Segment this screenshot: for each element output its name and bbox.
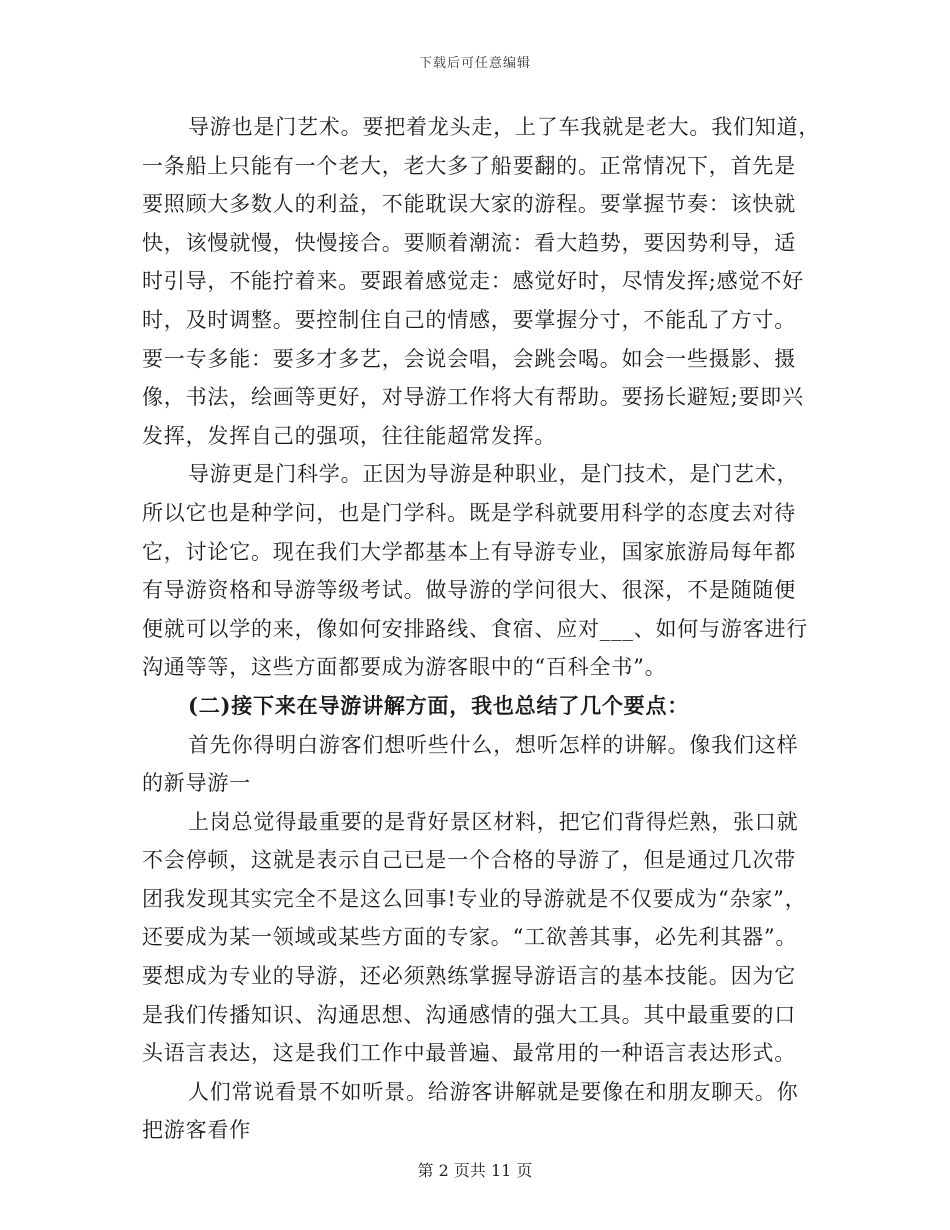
text-line: 所以它也是种学问，也是门学科。既是学科就要用科学的态度去对待	[142, 500, 796, 525]
text-line: 头语言表达，这是我们工作中最普遍、最常用的一种语言表达形式。	[142, 1041, 796, 1066]
text-line: 便就可以学的来，像如何安排路线、食宿、应对___、如何与游客进行	[142, 616, 809, 641]
text-line: 一条船上只能有一个老大，老大多了船要翻的。正常情况下，首先是	[142, 153, 796, 178]
text-line: 首先你得明白游客们想听些什么，想听怎样的讲解。像我们这样	[188, 732, 799, 757]
page-header: 下载后可任意编辑	[418, 56, 531, 71]
text-line: 时引导，不能拧着来。要跟着感觉走：感觉好时，尽情发挥;感觉不好	[142, 269, 804, 294]
section-heading: (二)接下来在导游讲解方面，我也总结了几个要点：	[188, 692, 690, 718]
text-line: 发挥，发挥自己的强项，往往能超常发挥。	[142, 423, 557, 448]
text-line: 时，及时调整。要控制住自己的情感，要掌握分寸，不能乱了方寸。	[142, 307, 796, 332]
text-line: 把游客看作	[142, 1118, 251, 1143]
text-line: 团我发现其实完全不是这么回事!专业的导游就是不仅要成为“杂家”，	[142, 886, 807, 911]
text-line: 要想成为专业的导游，还必须熟练掌握导游语言的基本技能。因为它	[142, 964, 796, 989]
document-body	[142, 108, 821, 1150]
text-line: 快，该慢就慢，快慢接合。要顺着潮流：看大趋势，要因势利导，适	[142, 230, 796, 255]
text-line: 有导游资格和导游等级考试。做导游的学问很大、很深，不是随随便	[142, 578, 796, 603]
text-line: 要照顾大多数人的利益，不能耽误大家的游程。要掌握节奏：该快就	[142, 192, 796, 217]
text-line: 上岗总觉得最重要的是背好景区材料，把它们背得烂熟，张口就	[188, 809, 799, 834]
text-line: 要一专多能：要多才多艺，会说会唱，会跳会喝。如会一些摄影、摄	[142, 346, 796, 371]
text-line: 还要成为某一领域或某些方面的专家。“工欲善其事，必先利其器”。	[142, 925, 798, 950]
text-line: 是我们传播知识、沟通思想、沟通感情的强大工具。其中最重要的口	[142, 1002, 796, 1027]
text-line: 人们常说看景不如听景。给游客讲解就是要像在和朋友聊天。你	[188, 1079, 799, 1104]
page-footer: 第 2 页共 11 页	[417, 1161, 533, 1180]
text-line: 沟通等等，这些方面都要成为游客眼中的“百科全书”。	[142, 655, 667, 680]
text-line: 导游更是门科学。正因为导游是种职业，是门技术，是门艺术，	[188, 462, 799, 487]
text-line: 像，书法，绘画等更好，对导游工作将大有帮助。要扬长避短;要即兴	[142, 385, 804, 410]
text-line: 导游也是门艺术。要把着龙头走，上了车我就是老大。我们知道，	[188, 115, 821, 139]
text-line: 的新导游一	[142, 771, 251, 796]
text-line: 它，讨论它。现在我们大学都基本上有导游专业，国家旅游局每年都	[142, 539, 796, 564]
text-line: 不会停顿，这就是表示自己已是一个合格的导游了，但是通过几次带	[142, 848, 796, 873]
